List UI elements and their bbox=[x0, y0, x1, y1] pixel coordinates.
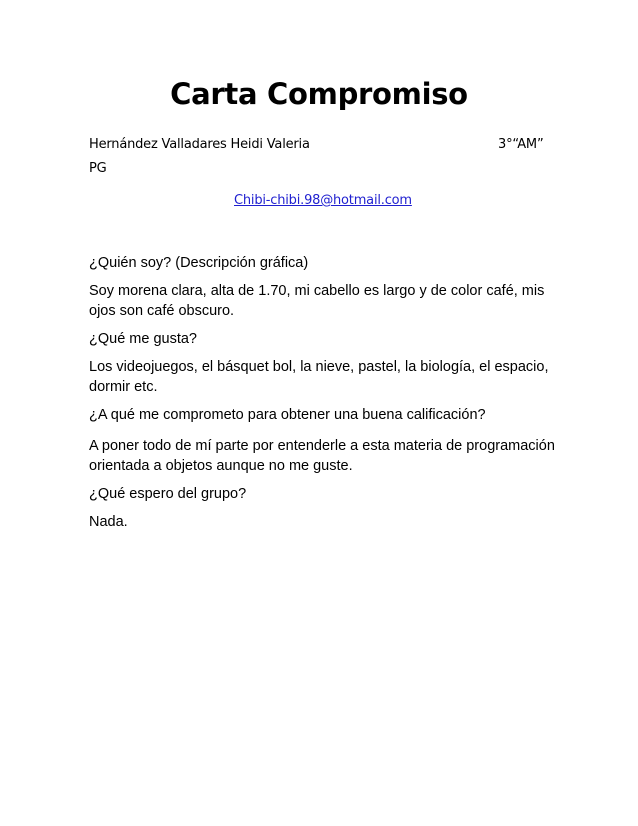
answer-likes: Los videojuegos, el básquet bol, la nieve, pastel, la biología, el espacio, dormir etc. bbox=[89, 359, 549, 395]
email-link[interactable]: Chibi-chibi.98@hotmail.com bbox=[234, 193, 412, 208]
question-likes: ¿Qué me gusta? bbox=[89, 331, 197, 347]
group-label: PG bbox=[89, 161, 107, 176]
student-name: Hernández Valladares Heidi Valeria bbox=[89, 137, 310, 152]
answer-commitment: A poner todo de mí parte por entenderle a esta materia de programación orientada a objetos aunque no me guste. bbox=[89, 438, 555, 474]
grade-label: 3°“AM” bbox=[498, 137, 544, 152]
question-commitment: ¿A qué me comprometo para obtener una buena calificación? bbox=[89, 407, 486, 423]
answer-who-am-i: Soy morena clara, alta de 1.70, mi cabello es largo y de color café, mis ojos son café obscuro. bbox=[89, 283, 545, 319]
question-group-expectation: ¿Qué espero del grupo? bbox=[89, 486, 247, 502]
answer-group-expectation: Nada. bbox=[89, 514, 128, 530]
document-title: Carta Compromiso bbox=[170, 77, 468, 111]
question-who-am-i: ¿Quién soy? (Descripción gráfica) bbox=[89, 255, 309, 271]
